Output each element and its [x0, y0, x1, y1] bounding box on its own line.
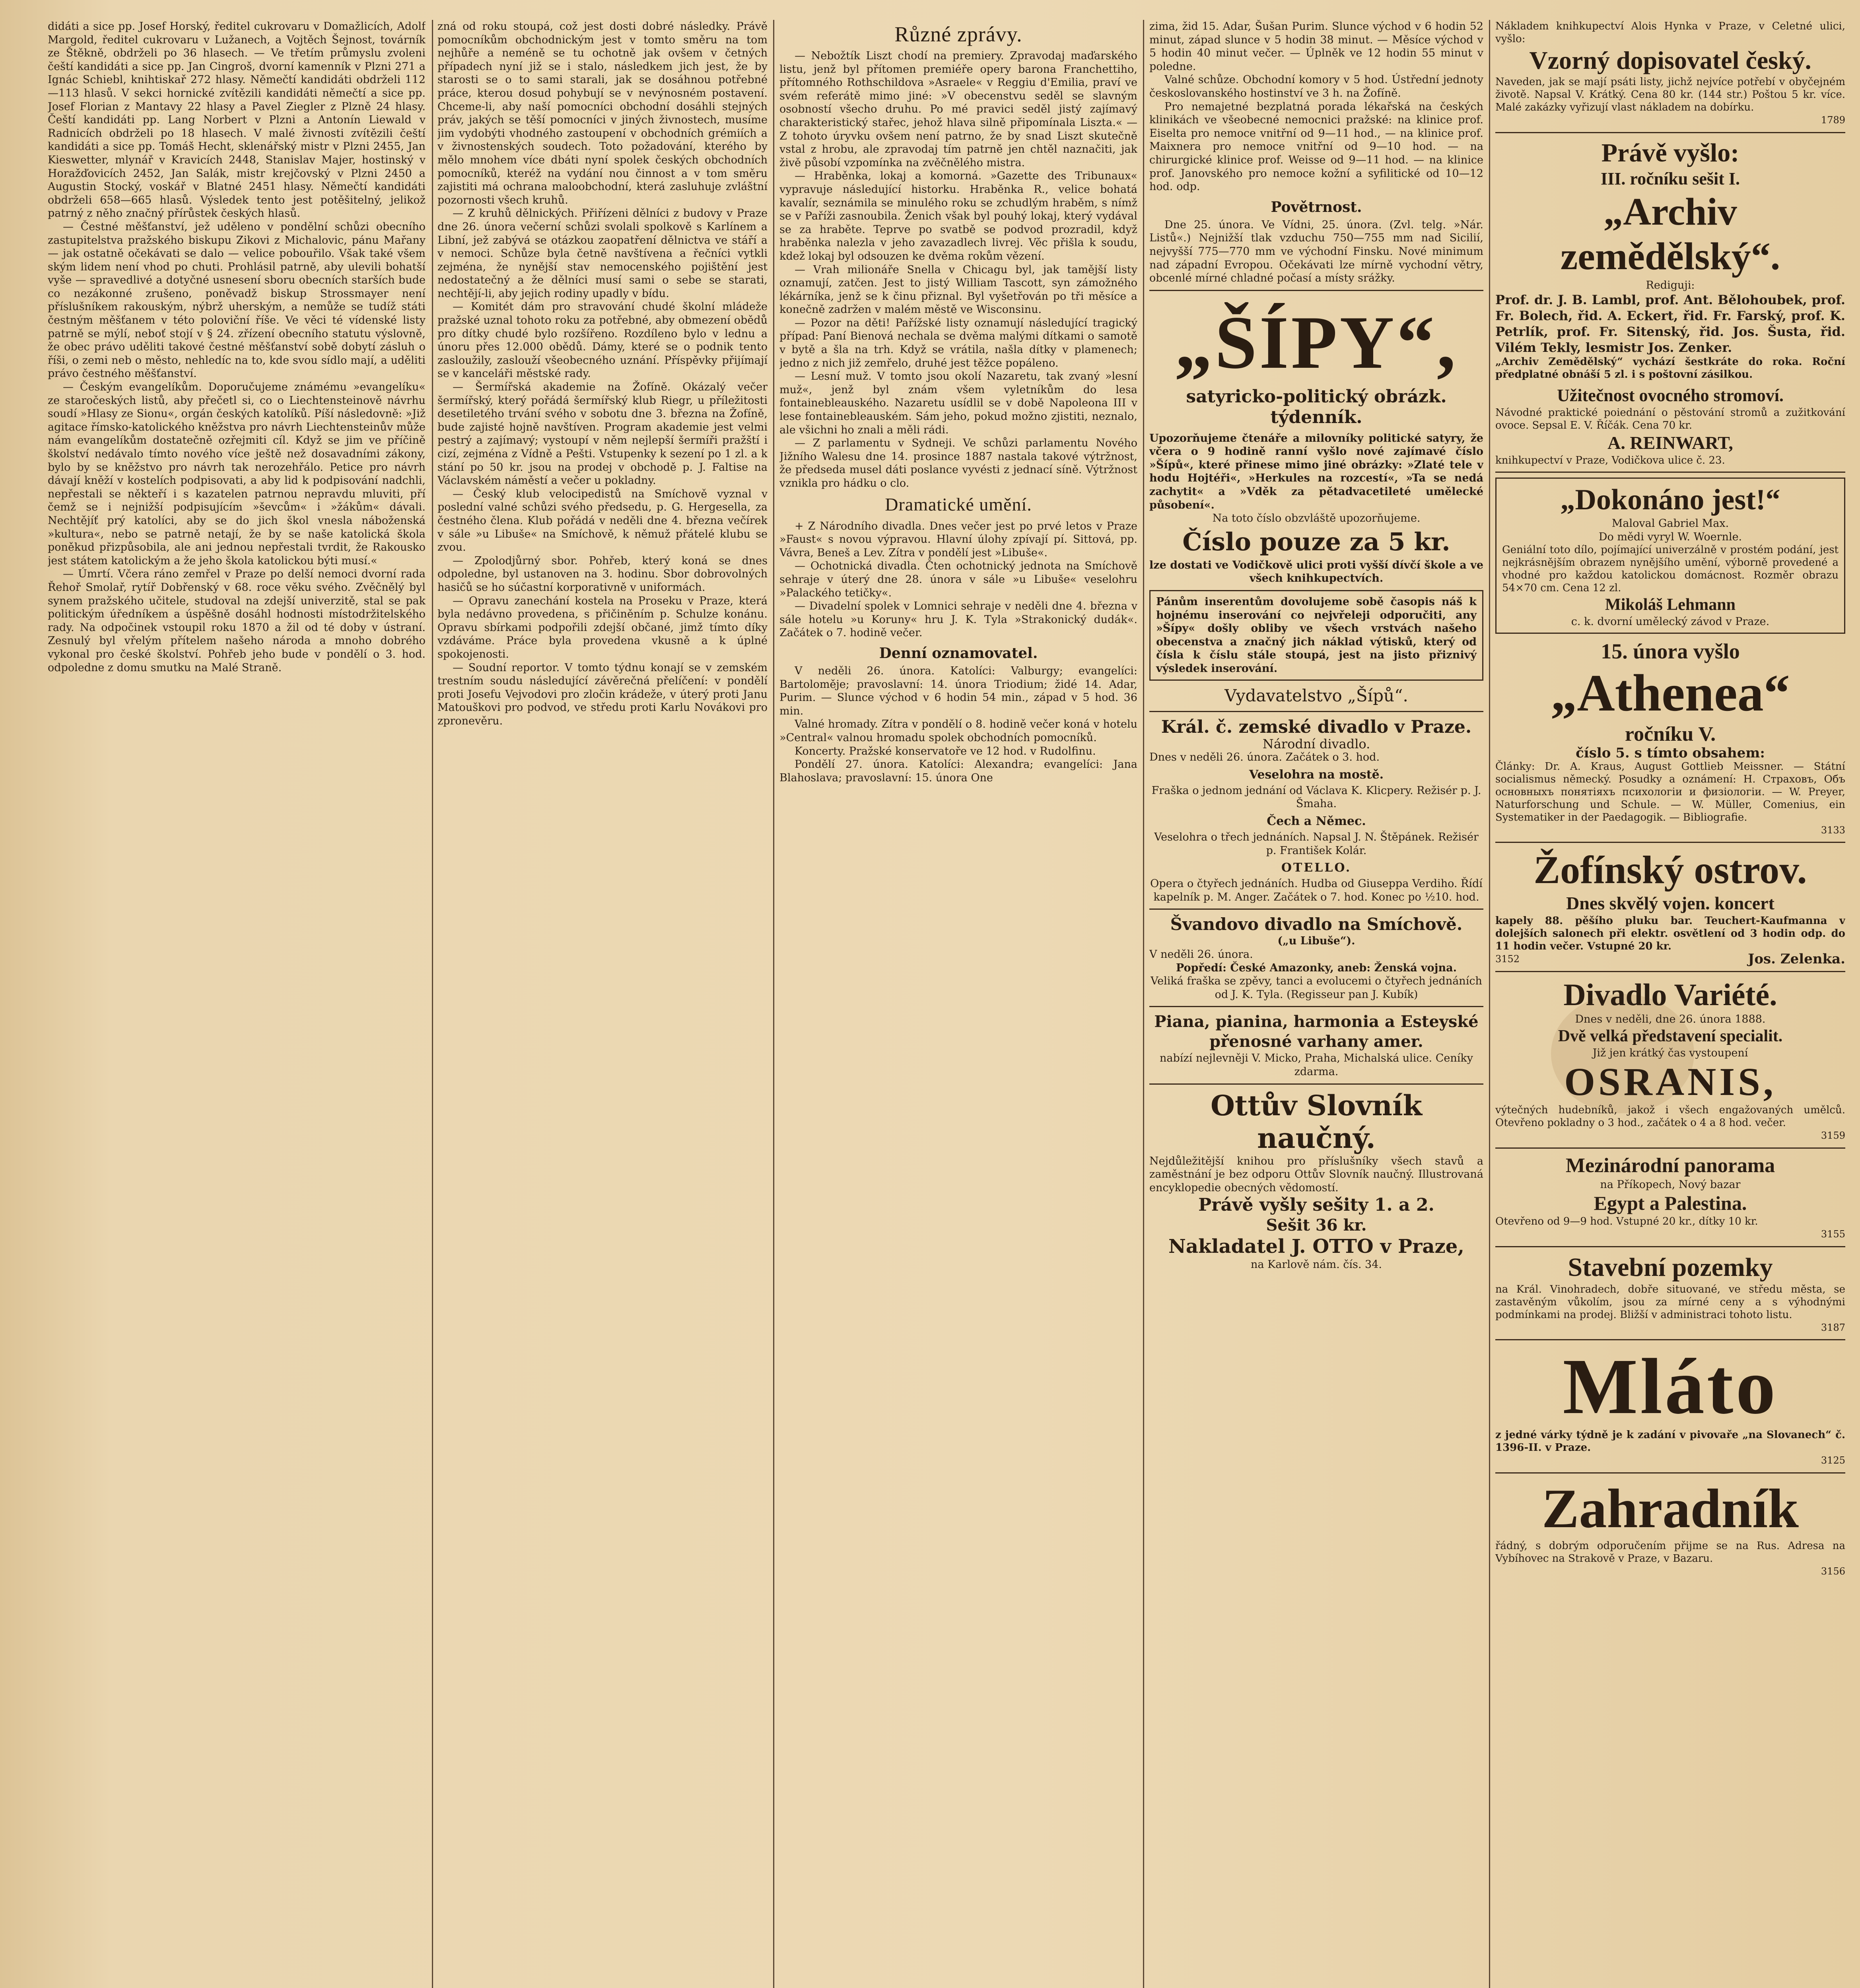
sipy-ad-price: Číslo pouze za 5 kr. [1182, 527, 1450, 556]
stavebni-ad-title: Stavební pozemky [1568, 1252, 1773, 1282]
article-text: — Komitét dám pro stravování chudé školní mládeže pražské uznal tohoto roku za potřebné, aby obmezení obědů pro dítky chudé bylo rozšířeno. Rozdíleno bylo v lednu a únoru přes 12.000 obědů. Dámy, které se o podnik tento zasloužily, zaslouží všeobecného uznání. Příspěvky přijímají se v kanceláři městské rady. [437, 301, 768, 380]
book-ad-text: Naveden, jak se mají psáti listy, jichž nejvíce potřebí v obyčejném životě. Napsal V. Krátký. Cena 80 kr. (144 str.) Poštou 5 kr. více. Malé zakázky vyřizují vlast nákladem na dobírku. [1495, 76, 1845, 113]
separator [1495, 1147, 1845, 1149]
column-divider [1489, 20, 1490, 1988]
zofin-ad-text: kapely 88. pěšího pluku bar. Teuchert-Kaufmanna v dolejších salonech při elektr. osvětlení od 3 hodin odp. do 11 hodin večer. Vstupné 20 kr. [1495, 915, 1845, 953]
smichov-theatre-text: Veliká fraška se zpěvy, tanci a evolucemi o čtyřech jednáních od J. K. Tyla. (Regisseur pan J. Kubík) [1151, 975, 1482, 1001]
zofin-ad-footer [1495, 953, 1845, 966]
athenea-ad-date: 15. února vyšlo [1601, 639, 1740, 663]
separator [1495, 132, 1845, 133]
article-text: — Z kruhů dělnických. Přiřízeni dělníci z budovy v Praze dne 26. února večerní schůzi svolali spolkově s Karlínem a Libní, jež zabývá se otázkou zaopatření dělnictva ve stáří a v nemoci. Schůze byla četně navštívena a řečníci vytkli zejména, že nynější stav nemocenského pojištění jest nedostatečný a že dělníci musí sami o sebe se starati, nechtějí-li, aby jejich rodiny upadly v bídu. [437, 207, 768, 300]
column-5-ads [1495, 20, 1845, 1988]
article-text: — Českým evangelíkům. Doporučujeme známému »evangelíku« ze staročeských listů, aby přečetl si, co o Liechtensteinově návrhu soudí »Hlasy ze Sionu«, orgán českých katolíků. Píší následovně: »Již agitace římsko-katolického kněžstva pro návrh Liechtensteinův může nám evangelíkům dostatečně ozřejmiti cíl. Když se jim ve příčině školství nedávalo tímto nového více ještě než dosavadními zákony, bylo by se kněžstvo pro návrh tak nerozehřálo. Petice pro návrh dávají kněží v kostelích podpisovati, a aby lid k podpisování nadchli, nepřestali se někteří i s kazatelen patrnou nepravdu mluviti, pří čemž se i nejnižší podpisujícím »ševcům« i »žákům« dávali. Nechtějíť prý katolíci, aby se do jich škol vnesla náboženská »kultura«, nebo se patrně netají, že by se naše katolická škola poněkud přizpůsobila, ale ani jednou nepřestali tvrdit, že Rakousko jest státem katolickým a že jeho škola katolickou býti musí.« [48, 381, 426, 567]
article-text: — Z parlamentu v Sydneji. Ve schůzi parlamentu Nového Jižního Walesu dne 14. prosince 1887 nastala takové výtržnost, že předseda musel dáti poslance vyvésti z jednací síně. Výtržnost vznikla pro hádku o clo. [779, 437, 1137, 489]
sipy-ad-sale: lze dostati ve Vodičkově ulici proti vyšší dívčí škole a ve všech knihkupectvích. [1149, 559, 1483, 585]
panorama-ad-sub: na Příkopech, Nový bazar [1600, 1178, 1741, 1191]
column-divider [773, 20, 774, 1988]
article-text: — Soudní reportor. V tomto týdnu konají se v zemském trestním soudu následující závěrečná přelíčení: v pondělí proti Josefu Vejvodovi pro zločin krádeže, v úterý proti Janu Matouškovi pro podvod, ve středu proti Karlu Novákovi pro zpronevěru. [437, 661, 768, 727]
section-title: Denní oznamovatel. [879, 645, 1038, 662]
article-text: — Lesní muž. V tomto jsou okolí Nazaretu, tak zvaný »lesní muž«, jenž byl znám všem vyletníkům do lesa fontainebleauského. Nazaretu usídlil se v době Napoleona III v lese fontainebleauském. Sám jeho, pokud možno zjistiti, neznalo, ale všichni ho znali a měli rádi. [779, 370, 1137, 436]
dokonano-ad-shop: Mikoláš Lehmann [1605, 596, 1736, 614]
section-title: Dramatické umění. [885, 494, 1032, 514]
article-text: — Šermířská akademie na Žofíně. Okázalý večer šermířský, který pořádá šermířský klub Riegr, u příležitosti desetiletého trvání svého v sobotu dne 3. března na Žofíně, bude zajisté hojně navštíven. Program akademie jest velmi pestrý a zajímavý; vystoupí v něm nejlepší šermíři pražští i cizí, zejména z Vídně a Pešti. Vstupenky k sezení po 1 zl. a k stání po 50 kr. jsou na prodej v obchodě p. J. Faltise na Václavském náměstí a večer u pokladny. [437, 381, 768, 487]
separator [1149, 290, 1483, 291]
article-text: zima, žid 15. Adar, Šušan Purim. Slunce východ v 6 hodin 52 minut, západ slunce v 5 hodin 38 minut. — Měsíce východ v 5 hodin 40 minut večer. — Úplněk ve 12 hodin 55 minut v poledne. [1149, 20, 1483, 73]
zofin-ad-title: Žofínský ostrov. [1533, 848, 1807, 892]
sipy-ad-text: Upozorňujeme čtenáře a milovníky politické satyry, že včera o 9 hodině ranní vyšlo nové zajímavé číslo »Šípů«, které přinese mimo jiné obrázky: »Zlaté tele v hodu Hojtéři«, »Herkules na rozcestí«, »Ta se nedá zachytit« a »Vděk za pětadvacetileté umělecké působení«. [1149, 432, 1483, 511]
archiv-ad-editors: Prof. dr. J. B. Lambl, prof. Ant. Bělohoubek, prof. Fr. Bolech, řid. A. Eckert, řid. Fr. Farský, prof. K. Petrlík, prof. Fr. Sitenský, řid. Jos. Šusta, řid. Vilém Tekly, lesmistr Jos. Zenker. [1495, 292, 1845, 355]
zahradnik-ad-text: řádný, s dobrým odporučením přijme se na Rus. Adresa na Vybíhovec na Strakově v Praze, v Bazaru. [1495, 1540, 1845, 1565]
article-text: — Zpolodjůrný sbor. Pohřeb, který koná se dnes odpoledne, byl ustanoven na 3. hodinu. Sbor dobrovolných hasičů se ho súčastní korporativně v uniformách. [437, 554, 768, 594]
otto-ad-publisher: Nakladatel J. OTTO v Praze, [1168, 1235, 1464, 1258]
column-divider [1143, 20, 1144, 1988]
dokonano-ad-shop-sub: c. k. dvorní umělecký závod v Praze. [1571, 615, 1770, 628]
smichov-theatre-play: Popředí: České Amazonky, aneb: Ženská vojna. [1176, 961, 1457, 974]
athenea-ad-text: Články: Dr. A. Kraus, August Gottlieb Meissner. — Státní socialismus německý. Posudky a oznámení: H. Страховъ, Объ основныхъ понятіяхъ психологіи и физіологіи. — W. Preyer, Naturforschung und Schule. — W. Müller, Comenius, ein Systematiker in der Paedagogik. — Bibliografie. [1495, 760, 1845, 823]
dokonano-ad-sub2: Do mědi vyryl W. Woernle. [1598, 530, 1742, 543]
sipy-publisher: Vydavatelstvo „Šípů“. [1224, 685, 1408, 705]
variete-ad-sub2: Dvě velká představení specialit. [1558, 1027, 1783, 1046]
smichov-theatre-sub: („u Libuše“). [1277, 935, 1355, 947]
dokonano-ad-text: Geniální toto dílo, pojímající univerzálně v prostém podání, jest nejkrásnějším obrazem nynějšího umění, výborně provedené a vhodné pro každou katolickou domácnost. Rozměr obrazu 54×70 cm. Cena 12 zl. [1502, 544, 1839, 594]
archiv-ad-title: „Archiv zemědělský“. [1560, 190, 1780, 278]
book-ad-title: Vzorný dopisovatel český. [1529, 46, 1811, 74]
article-text: — Opravu zanechání kostela na Proseku v Praze, která byla nedávno provedena, s přičiněním p. Schulze konánu. Opravu sbírkami podpořili zdejší občané, jimž tímto díky vzdáváme. Práce byla provedena vkusně a k úplné spokojenosti. [437, 594, 768, 660]
otto-ad-address: na Karlově nám. čís. 34. [1251, 1258, 1382, 1271]
otto-ad-issue: Právě vyšly sešity 1. a 2. [1198, 1195, 1434, 1215]
theatre-play-text: Veselohra o třech jednáních. Napsal J. N. Štěpánek. Režisér p. František Kolár. [1154, 831, 1479, 857]
theatre-play-title: Čech a Němec. [1267, 814, 1366, 828]
sipy-ad-title: „ŠÍPY“, [1174, 301, 1458, 384]
ad-number: 3187 [1821, 1322, 1845, 1333]
fruit-ad-text: Návodné praktické poiednání o pěstování stromů a zužitkování ovoce. Sepsal E. V. Říčák. Cena 70 kr. [1495, 407, 1845, 432]
theatre-date: Dnes v neděli 26. února. Začátek o 3. hod. [1149, 751, 1380, 764]
archiv-ad-editors-label: Rediguji: [1646, 279, 1695, 291]
weather-text: Dne 25. února. Ve Vídni, 25. února. (Zvl. telg. »Nár. Listů«.) Nejnižší tlak vzduchu 750—755 mm nad Sicilií, nejvyšší 775—770 mm ve východní Finsku. Nové minimum nad západní Evropou. Očekávati lze mírně vychodní větry, obcenlé mírné chladné počasí a místy srážky. [1149, 218, 1483, 285]
archiv-ad-head: Právě vyšlo: [1601, 138, 1739, 167]
article-text: — Nebožtík Liszt chodí na premiery. Zpravodaj maďarského listu, jenž byl přítomen premiéře opery barona Franchettiho, přítomného Rothschildova »Asraele« v Reggiu d'Emilia, praví ve svém referátě mimo jiné: »V obecenstvu seděl se slavným osobností všecho druhu. Po mé pravici seděl jistý zajímavý charakteristický stařec, jehož hlava silně připomínala Liszta.« — Z tohoto úryvku ovšem není patrno, že by snad Liszt skutečně vstal z hrobu, ale zpravodaj tím patrně jen chtěl naznačiti, jak živě působí vzpomínka na zvěčnělého mistra. [779, 50, 1137, 169]
panorama-ad-text: Otevřeno od 9—9 hod. Vstupné 20 kr., dítky 10 kr. [1495, 1215, 1758, 1228]
variete-ad-sub: Dnes v neděli, dne 26. února 1888. [1575, 1013, 1766, 1025]
article-text: + Z Národního divadla. Dnes večer jest po prvé letos v Praze »Faust« s novou výpravou. Hlavní úlohy zpívají pí. Sittová, pp. Vávra, Beneš a Lev. Zítra v pondělí jest »Libuše«. [779, 520, 1137, 559]
article-text: — Úmrtí. Včera ráno zemřel v Praze po delší nemoci dvorní rada Řehoř Smolař, rytíř Dobřenský v 68. roce věku svého. Zvěčnělý byl synem pražského učitele, studoval na zdejší univerzitě, stal se pak politickým úředníkem a úspěšně dosáhl hodnosti místodržitelského rady. Na odpočinek vstoupil roku 1870 a žil od té doby v ústraní. Zesnulý byl vřelým přítelem našeho národa a mnoho dobrého vykonal pro české školství. Pohřeb jeho bude v pondělí o 3. hod. odpoledne z domu smutku na Malé Straně. [48, 568, 426, 674]
weather-title: Povětrnost. [1271, 198, 1362, 215]
separator [1495, 1246, 1845, 1247]
variete-ad-title: Divadlo Variété. [1563, 977, 1777, 1012]
separator [1495, 842, 1845, 843]
ad-number: 3159 [1821, 1130, 1845, 1141]
separator [1149, 1006, 1483, 1007]
article-text: — Český klub velocipedistů na Smíchově vyznal v poslední valné schůzi svého předsedu, p. G. Hergesella, za čestného člena. Klub pořádá v neděli dne 4. března večírek v sále »u Libuše« na Smíchově, k němuž přátelé klubu se zvou. [437, 487, 768, 554]
archiv-ad-sub: III. ročníku sešit I. [1600, 169, 1740, 188]
article-text: didáti a sice pp. Josef Horský, ředitel cukrovaru v Domažlicích, Adolf Margold, ředitel cukrovaru v Lužanech, a Vojtěch Šejnost, továrník ze Štěkně, obdrželi po 36 hlasech. — Ve třetím průmyslu zvoleni čeští kandidáti a sice pp. Jan Cingroš, dvorní kamenník v Plzni 271 a Ignác Schiebl, knihtiskař 272 hlasy. Němečtí kandidáti obdrželi 112—113 hlasů. V sekci hornické zvítězili kandidáti němečtí a sice pp. Josef Florian z Mantavy 22 hlasy a Pavel Ziegler z Plzně 24 hlasy. Čeští kandidáti pp. Lang Norbert v Plzni a Antonín Liewald v Radnicích obdrželi po 18 hlasech. V malé živnosti zvítězili čeští kandidáti a sice pp. Tomáš Hecht, sklenářský mistr v Plzni 2455, Jan Kieswetter, mlynář v Kravicích 2448, Stanislav Majer, hostinský v Horažďovicích 2452, Jan Salák, mistr krejčovský v Plzni 2450 a Augustin Stocký, voskář v Blatné 2451 hlasy. Němečtí kandidáti obdrželi 658—665 hlasů. Výsledek tento jest potěšitelný, jelikož patrný z něho značný přírůstek českých hlasů. [48, 20, 426, 220]
article-text: — Divadelní spolek v Lomnici sehraje v neděli dne 4. března v sále hotelu »u Koruny« hru J. K. Tyla »Strakonický dudák«. Začátek o 7. hodině večer. [779, 600, 1137, 639]
zofin-ad-sub: Dnes skvělý vojen. koncert [1566, 893, 1774, 914]
fruit-ad-title: Užitečnost ovocného stromoví. [1557, 386, 1784, 406]
zahradnik-ad-title: Zahradník [1542, 1477, 1799, 1540]
sipy-ad-note: Na toto číslo obzvláště upozorňujeme. [1212, 512, 1421, 525]
book-ad-note: Nákladem knihkupectví Alois Hynka v Praze, v Celetné ulici, vyšlo: [1495, 20, 1845, 45]
variete-ad-sub3: Již jen krátký čas vystoupení [1592, 1047, 1748, 1060]
piano-ad-title: Piana, pianina, harmonia a Esteyské přenosné varhany amer. [1154, 1012, 1479, 1051]
article-text: Koncerty. Pražské konservatoře ve 12 hod. v Rudolfinu. [795, 745, 1096, 757]
article-text: — Pozor na děti! Pařížské listy oznamují následující tragický případ: Paní Bienová nechala se dvěma malými dítkami o samotě v bytě a šla na trh. Když se vrátila, našla dítky v plamenech; jedno z nich již zemřelo, druhé jest těžce popáleno. [779, 316, 1137, 369]
athenea-ad-issue: číslo 5. s tímto obsahem: [1576, 745, 1765, 761]
stavebni-ad-text: na Král. Vinohradech, dobře situované, ve středu města, se zastavěným vůkolím, jsou za mírné ceny a s výhodnými podmínkami na prodej. Bližší v administraci tohoto listu. [1495, 1283, 1845, 1321]
variete-ad-text: výtečných hudebníků, jakož i všech engažovaných umělců. Otevřeno pokladny o 3 hod., začátek o 4 a 8 hod. večer. [1495, 1104, 1845, 1129]
ad-number: 3155 [1821, 1229, 1845, 1240]
article-text: Pro nemajetné bezplatná porada lékařská na českých klinikách ve všeobecné nemocnici pražské: na klinice prof. Eiselta pro nemoce vnitřní od 9—11 hod., — na klinice prof. Maixnera pro nemoce vnitřní od 9—10 hod. — na chirurgické klinice prof. Weisse od 9—11 hod. — na klinice prof. Janovského pro nemoce kožní a syfilitické od 10—12 hod. odp. [1149, 100, 1483, 193]
ad-number: 3156 [1821, 1565, 1845, 1577]
panorama-ad-main: Egypt a Palestina. [1594, 1192, 1747, 1215]
separator [1495, 472, 1845, 473]
otto-ad-price: Sešit 36 kr. [1266, 1216, 1367, 1235]
separator [1495, 1472, 1845, 1474]
theatre-play-text: Opera o čtyřech jednáních. Hudba od Giuseppa Verdiho. Řídí kapelník p. M. Anger. Začátek o 7. hod. Konec po ½10. hod. [1150, 878, 1483, 903]
otto-ad-title: Ottův Slovník naučný. [1210, 1089, 1423, 1155]
variete-ad-star: OSRANIS, [1564, 1059, 1776, 1104]
publisher-address: knihkupectví v Praze, Vodičkova ulice č. 23. [1495, 454, 1725, 467]
article-text: Pondělí 27. února. Katolíci: Alexandra; evangelíci: Jana Blahoslava; pravoslavní: 15. února One [779, 758, 1137, 784]
section-title: Různé zprávy. [894, 22, 1022, 46]
separator [1495, 971, 1845, 972]
theatre-subtitle: Národní divadlo. [1262, 736, 1370, 751]
piano-ad-text: nabízí nejlevněji V. Micko, Praha, Michalská ulice. Ceníky zdarma. [1160, 1052, 1473, 1078]
theatre-title: Král. č. zemské divadlo v Praze. [1161, 716, 1472, 737]
athenea-ad-title: „Athenea“ [1551, 663, 1790, 722]
ad-number: 3125 [1821, 1455, 1845, 1466]
panorama-ad-title: Mezinárodní panorama [1565, 1154, 1775, 1177]
zofin-ad-owner: Jos. Zelenka. [1748, 951, 1845, 967]
separator [1495, 1339, 1845, 1340]
archiv-ad-text: „Archiv Zemědělský“ vychází šestkráte do roka. Roční předplatné obnáší 5 zl. i s poštovní zásilkou. [1495, 356, 1845, 381]
theatre-play-title: OTELLO. [1281, 861, 1352, 875]
dokonano-ad-title: „Dokonáno jest!“ [1560, 483, 1780, 516]
column-3 [779, 20, 1137, 1988]
article-text: Valné hromady. Zítra v pondělí o 8. hodině večer koná v hotelu »Central« valnou hromadu spolek obchodních pomocníků. [779, 718, 1137, 744]
article-text: — Vrah milionáře Snella v Chicagu byl, jak tamější listy oznamují, zatčen. Jest to jistý William Tascott, syn zámožného lékárníka, jenž se k činu přiznal. Byl vyšetřován po tři měsíce a konečně zadržen v malém městě ve Wisconsinu. [779, 263, 1137, 316]
article-text: V neděli 26. února. Katolíci: Valburgy; evangelíci: Bartoloměje; pravoslavní: 14. února Triodium; židé 14. Adar, Purim. — Slunce východ v 6 hodin 54 min., západ v 5 hod. 36 min. [779, 664, 1137, 717]
column-divider [432, 20, 433, 1988]
sipy-ad-subtitle: satyricko-politický obrázk. týdenník. [1186, 386, 1447, 427]
athenea-ad-year: ročníku V. [1625, 722, 1716, 746]
article-text: Valné schůze. Obchodní komory v 5 hod. Ústřední jednoty českoslovanského hostinství ve 3 h. na Žofíně. [1149, 74, 1483, 99]
publisher-name: A. REINWART, [1607, 433, 1733, 453]
otto-ad-text: Nejdůležitější knihou pro příslušníky všech stavů a zaměstnání je bez odporu Ottův Slovník naučný. Illustrovaná encyklopedie obecných vědomostí. [1149, 1155, 1483, 1194]
dokonano-ad-sub: Maloval Gabriel Max. [1611, 517, 1729, 530]
ad-number: 3152 [1495, 953, 1520, 965]
column-4 [1149, 20, 1483, 1988]
mlato-ad-text: z jedné várky týdně je k zadání v pivovaře „na Slovanech“ č. 1396-II. v Praze. [1495, 1429, 1845, 1454]
theatre-play-text: Fraška o jednom jednání od Václava K. Klicpery. Režisér p. J. Šmaha. [1151, 784, 1481, 810]
column-2 [437, 20, 768, 1988]
article-text: zná od roku stoupá, což jest dosti dobré následky. Právě pomocníkům obchodnickým jest v tomto směru na tom nejhůře a neméně se tu ochotně jak ovšem v četných případech nyní již se i stalo, následkem jich jest, že by starosti se o to sami starali, jak se dosáhnou potřebné práce, kterou dosud pohybují se v nevýnosném postavení. Chceme-li, aby naší pomocníci obchodní dosáhli stejných práv, jakých se těší pomocníci v jiných živnostech, musíme jim vydobýti vhodného zastoupení v obchodních grémiích a v živnostenských soudech. Toto požadování, kterého by mělo mnohem více dbáti nyní spolek českých obchodních pomocníků, kteréž na vydání nou činnost a v tom směru zajistiti má ochrana maloobchodní, která zasluhuje zvláštní pozornosti všech kruhů. [437, 20, 768, 206]
dokonano-ad-box [1495, 478, 1845, 634]
smichov-theatre-title: Švandovo divadlo na Smíchově. [1170, 914, 1463, 934]
smichov-theatre-date: V neděli 26. února. [1149, 948, 1253, 961]
theatre-play-title: Veselohra na mostě. [1249, 767, 1384, 782]
sipy-inserent-box [1149, 590, 1483, 681]
separator [1149, 711, 1483, 712]
ad-number: 1789 [1821, 115, 1845, 126]
column-1 [48, 20, 426, 1988]
article-text: — Ochotnická divadla. Čten ochotnický jednota na Smíchově sehraje v úterý dne 28. února v sále »u Libuše« veselohru »Palackého tetičky«. [779, 560, 1137, 599]
sipy-inserent-text: Pánům inserentům dovolujeme sobě časopis náš k hojnému inserování co nejvřeleji odporučiti, any »Šípy« došly obliby ve všech vrstvách našeho obecenstva a značný jich náklad výtisků, který od čísla k číslu stále stoupá, jest na jisto přiznivý výsledek inserování. [1156, 596, 1477, 675]
separator [1149, 909, 1483, 910]
article-text: — Čestné měšťanství, jež uděleno v pondělní schůzi obecního zastupitelstva pražského biskupu Zikovi z Michalovic, pánu Mařany — jak ostatně očekávati se dalo — velice pobouřilo. Však také všem ským lidem není vhod po chuti. Prohlásil patrně, aby ulevili bohatší vyše — spravedlivé a dotyčné usnesení sboru obecních starších bude co nezákonné zrušeno, poněvadž biskup Strossmayer není příslušníkem rakouským, nýbrž uherským, a nemůže se tudíž státi čestným měšťanem v této poloviční říše. Ve věci té vídenské listy patrně se mýlí, neboť stojí v § 24. zřízení obecního statutu výslovně, že obec právo uděliti takové čestné měšťanství sobě dobytí zásluh o říši, o zemi neb o město, nehledíc na to, kde svou sídlo mají, a uděliti právo čestného měšťanství. [48, 220, 426, 380]
separator [1149, 1083, 1483, 1085]
article-text: — Hraběnka, lokaj a komorná. »Gazette des Tribunaux« vypravuje následující historku. Hraběnka R., velice bohatá kavalír, seznámila se minulého roku se zchudlým hraběm, s nímž se v Paříži zasnoubila. Ženich však byl pouhý lokaj, který vydával se za hraběte. Teprve po svatbě se podvod prozradil, když hraběnka nalezla v jeho zavazadlech livrej. Věc přišla k soudu, kdež lokaj byl odsouzen ke dvěma rokům vězení. [779, 170, 1137, 262]
mlato-ad-title: Mláto [1563, 1343, 1778, 1431]
ad-number: 3133 [1821, 824, 1845, 836]
